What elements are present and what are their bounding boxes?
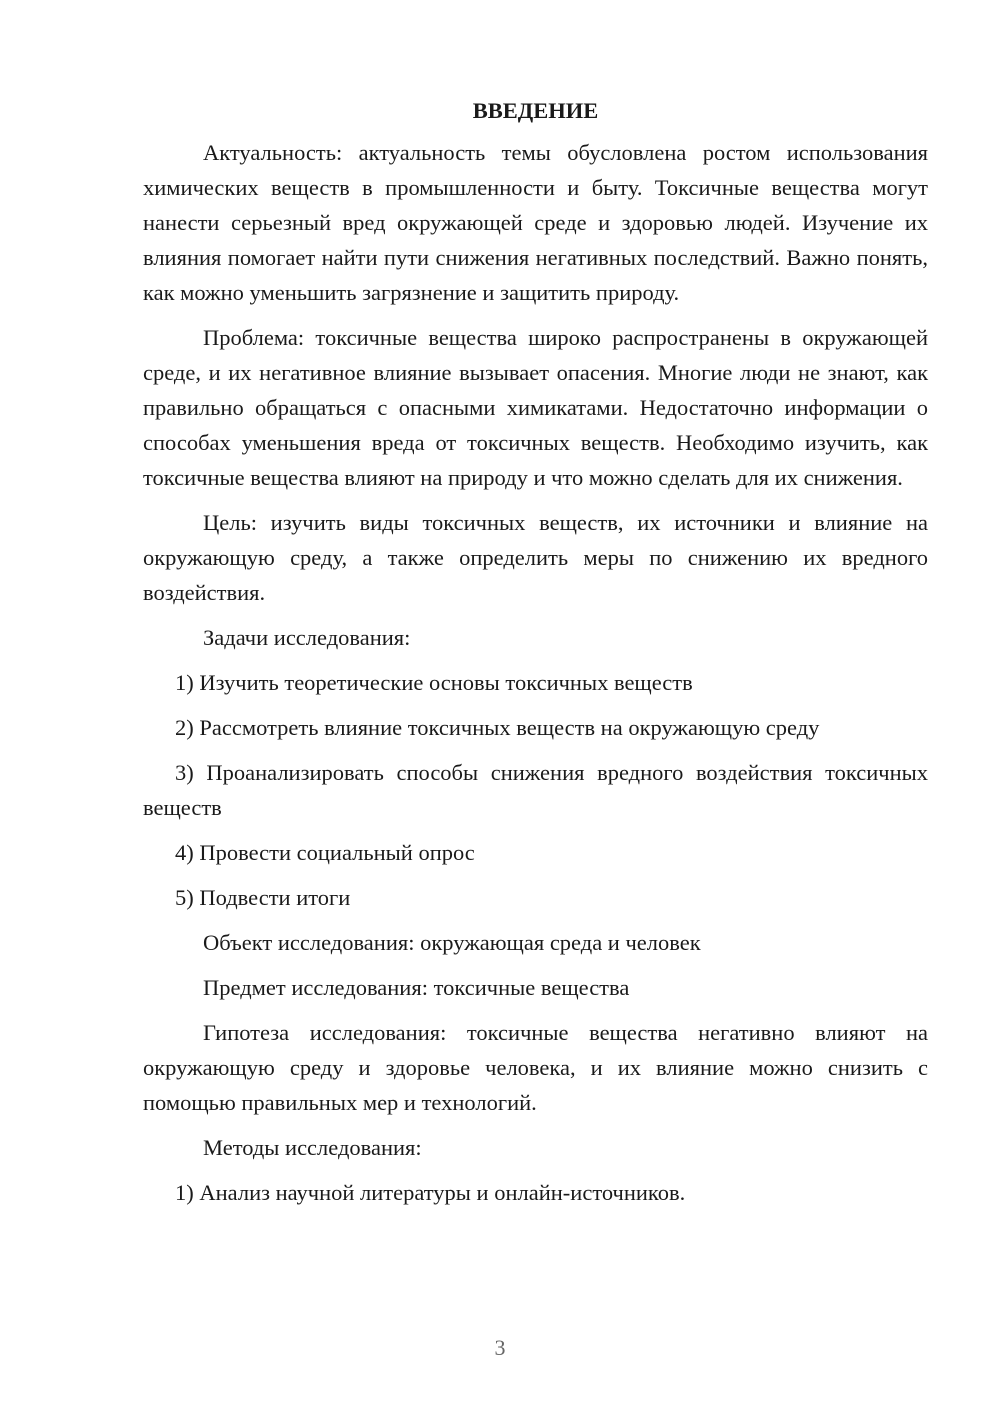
problem-paragraph: Проблема: токсичные вещества широко распространены в окружающей среде, и их негативное влияние вызывает опасения. Многие люди не знают, как правильно обращаться с опасными химикатами. Недостаточно информации о способах уменьшения вреда от токсичных веществ. Необходимо изучить, как токсичные вещества влияют на природу и что можно сделать для их снижения. <box>143 325 928 490</box>
list-item: 4) Провести социальный опрос <box>175 840 475 865</box>
subject-paragraph: Предмет исследования: токсичные вещества <box>203 975 630 1000</box>
relevance-paragraph: Актуальность: актуальность темы обусловлена ростом использования химических веществ в промышленности и быту. Токсичные вещества могут нанести серьезный вред окружающей среде и здоровью людей. Изучение их влияния помогает найти пути снижения негативных последствий. Важно понять, как можно уменьшить загрязнение и защитить природу. <box>143 140 928 305</box>
list-item: 5) Подвести итоги <box>175 885 351 910</box>
methods-list <box>143 1175 928 1210</box>
list-item: 3) Проанализировать способы снижения вредного воздействия токсичных веществ <box>143 760 928 820</box>
hypothesis-paragraph: Гипотеза исследования: токсичные вещества негативно влияют на окружающую среду и здоровье человека, и их влияние можно снизить с помощью правильных мер и технологий. <box>143 1020 928 1115</box>
page-title: ВВЕДЕНИЕ <box>472 98 599 123</box>
object-paragraph: Объект исследования: окружающая среда и человек <box>203 930 701 955</box>
list-item: 1) Изучить теоретические основы токсичных веществ <box>175 670 693 695</box>
methods-heading: Методы исследования: <box>203 1135 422 1160</box>
tasks-list <box>143 665 928 915</box>
page-content <box>143 93 928 1220</box>
page-number: 3 <box>494 1335 506 1360</box>
list-item: 2) Рассмотреть влияние токсичных веществ на окружающую среду <box>175 715 820 740</box>
goal-paragraph: Цель: изучить виды токсичных веществ, их источники и влияние на окружающую среду, а также определить меры по снижению их вредного воздействия. <box>143 510 928 605</box>
list-item: 1) Анализ научной литературы и онлайн-источников. <box>175 1180 686 1205</box>
tasks-heading: Задачи исследования: <box>203 625 411 650</box>
